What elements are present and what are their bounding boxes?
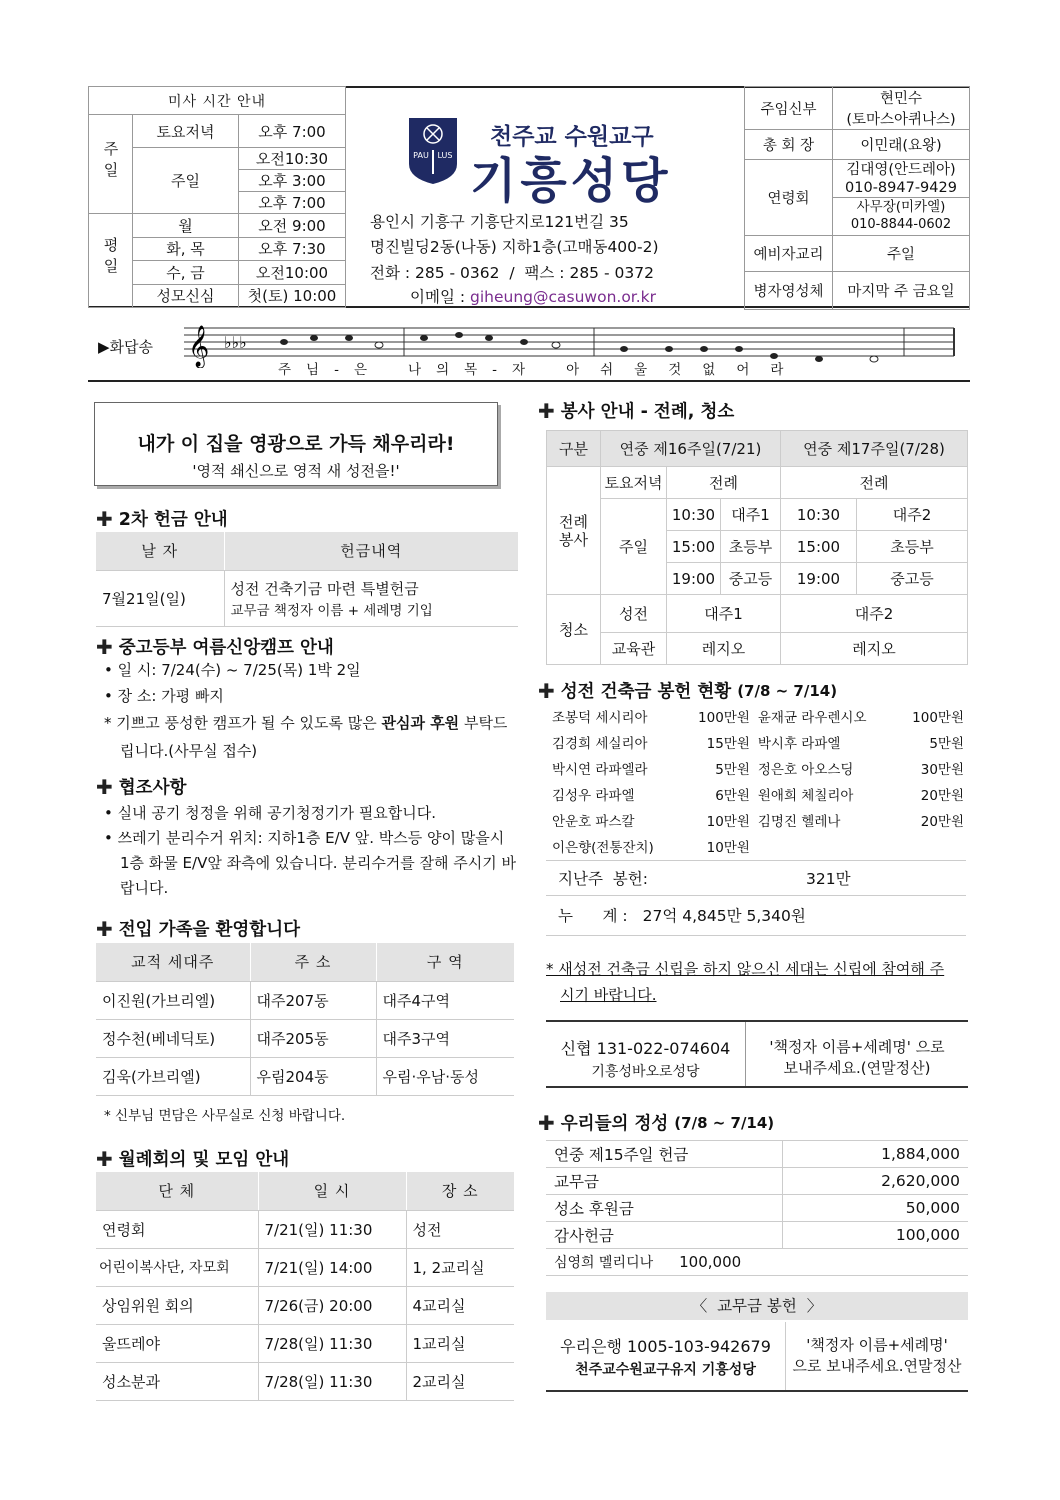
table-row xyxy=(546,1222,968,1249)
council-phone: 010-8947-9429 xyxy=(845,180,957,196)
liturgy-label xyxy=(547,467,601,595)
mass-day: 주일 xyxy=(133,148,239,214)
list-item: • 일 시: 7/24(수) ~ 7/25(목) 1박 2일 xyxy=(104,661,361,679)
staff-label: 예비자교리 xyxy=(745,236,833,272)
lyric: 님 xyxy=(306,362,321,378)
building-donations xyxy=(548,703,968,859)
lyric: 은 xyxy=(353,362,369,378)
cross-icon: ✚ xyxy=(96,916,113,941)
cell: 대주1 xyxy=(721,499,781,531)
cell: 대주3구역 xyxy=(376,1019,514,1057)
cell: 울뜨레야 xyxy=(96,1324,258,1362)
sun-label: 주일 xyxy=(601,499,667,595)
section-title: 우리들의 정성 xyxy=(560,1114,669,1134)
cell: 대주207동 xyxy=(250,981,376,1019)
column-header: 장 소 xyxy=(406,1172,514,1210)
coop-list xyxy=(104,800,518,901)
cross-icon: ✚ xyxy=(538,1110,555,1135)
cell: 교무금 xyxy=(546,1168,782,1195)
table-row xyxy=(96,1248,514,1286)
sunday-side-label: 주일 xyxy=(89,115,133,214)
cell: 10만원 xyxy=(706,840,750,856)
banner xyxy=(94,402,498,486)
cell: 30만원 xyxy=(920,762,964,778)
offering-detail xyxy=(224,570,518,626)
banner-line-1: 내가 이 집을 영광으로 가득 채우리라! xyxy=(137,433,455,455)
staff-label: 연령회 xyxy=(745,160,833,236)
table-row xyxy=(546,1249,968,1276)
detail-line: 성전 건축기금 마련 특별헌금 xyxy=(230,579,419,598)
service-table xyxy=(546,430,968,665)
logo-text-left: PAU xyxy=(413,151,429,160)
lyric: 의 xyxy=(436,362,451,378)
building-account-box xyxy=(546,1020,968,1088)
sick-value: 마지막 주 금요일 xyxy=(833,272,970,310)
section-title: 봉사 안내 - 전례, 청소 xyxy=(560,402,735,422)
cell: 박시연 라파엘라 xyxy=(552,762,648,778)
mass-time: 오전10:30 xyxy=(239,148,346,170)
cell: 15:00 xyxy=(667,531,721,563)
meetings-table xyxy=(96,1172,514,1401)
list-item: • 실내 공기 청정을 위해 공기청정기가 필요합니다. xyxy=(104,804,437,822)
mass-time: 오전 9:00 xyxy=(239,214,346,238)
cell: 이진원(가브리엘) xyxy=(96,981,250,1019)
offering2-heading xyxy=(96,506,228,531)
mass-time: 오후 3:00 xyxy=(239,170,346,192)
cell: 조봉덕 세시리아 xyxy=(552,710,648,726)
section-title: 협조사항 xyxy=(118,778,187,798)
section-title: 성전 건축금 봉헌 현황 xyxy=(560,682,732,702)
camp-list xyxy=(104,657,518,765)
cell: 15:00 xyxy=(781,531,857,563)
staff-label: 총 회 장 xyxy=(745,130,833,160)
mass-day: 토요저녁 xyxy=(133,115,239,148)
total-row xyxy=(546,896,966,936)
cell: 6만원 xyxy=(715,788,750,804)
cell: 10:30 xyxy=(667,499,721,531)
table-row xyxy=(96,1362,514,1400)
total-value: 27억 4,845만 5,340원 xyxy=(642,907,806,925)
section-period: (7/8 ~ 7/14) xyxy=(674,1113,775,1132)
pastor-cell xyxy=(833,87,970,130)
diocese-name: 천주교 수원교구 xyxy=(490,124,654,150)
cell: 7/28(일) 11:30 xyxy=(258,1362,406,1400)
svg-text:♭♭♭: ♭♭♭ xyxy=(224,333,247,352)
column-header: 헌금내역 xyxy=(224,532,518,570)
cell: 대주4구역 xyxy=(376,981,514,1019)
weekday-side-label: 평일 xyxy=(89,214,133,308)
table-row xyxy=(548,755,968,781)
lyric: 라 xyxy=(770,362,785,378)
cell: 김명진 헬레나 xyxy=(757,814,841,830)
building-notice: * 새성전 건축금 신립을 하지 않으신 세대는 신립에 참여해 주시기 바랍니다. xyxy=(546,960,945,1004)
cross-icon: ✚ xyxy=(538,678,555,703)
cell: 연령회 xyxy=(96,1210,258,1248)
cell: 어린이복사단, 자모회 xyxy=(96,1248,258,1286)
cell: 1교리실 xyxy=(406,1324,514,1362)
parish-logo xyxy=(406,116,460,186)
camp-date: 일 시: 7/24(수) ~ 7/25(목) 1박 2일 xyxy=(117,661,361,679)
newcomers-heading xyxy=(96,916,300,941)
email-line xyxy=(410,285,656,307)
cell: 100,000 xyxy=(782,1222,968,1249)
cell: 중고등 xyxy=(721,563,781,595)
staff-label: 병자영성체 xyxy=(745,272,833,310)
lyric: 나 xyxy=(408,362,423,378)
offering-date: 7월21일(일) xyxy=(96,570,224,626)
cell: 4교리실 xyxy=(406,1286,514,1324)
mass-time: 오후 7:00 xyxy=(239,192,346,214)
column-header: 연중 제17주일(7/28) xyxy=(781,431,968,467)
cell: 20만원 xyxy=(920,814,964,830)
cell: 대주2 xyxy=(857,499,968,531)
table-row xyxy=(548,781,968,807)
cell: 10:30 xyxy=(781,499,857,531)
chair-name: 이민래(요왕) xyxy=(833,130,970,160)
cell: 레지오 xyxy=(781,633,968,665)
cell: 정은호 아오스딩 xyxy=(757,762,854,778)
cross-icon: ✚ xyxy=(96,506,113,531)
cell: 5만원 xyxy=(929,736,964,752)
total-label: 누 계 : xyxy=(558,907,628,925)
council-cell xyxy=(833,160,970,236)
lyric: 아 xyxy=(566,362,581,378)
cell: 대주205동 xyxy=(250,1019,376,1057)
lyric: - xyxy=(492,362,499,378)
meetings-heading xyxy=(96,1146,289,1171)
newcomers-table xyxy=(96,943,514,1096)
thanks-name: 심영희 멜리디나 xyxy=(554,1255,654,1271)
dues-holder: 천주교수원교구유지 기흥성당 xyxy=(575,1362,756,1378)
table-row xyxy=(96,1019,514,1057)
last-week-label: 지난주 봉헌: xyxy=(558,870,648,888)
lyric: 주 xyxy=(278,362,293,378)
cell: 안운호 파스칼 xyxy=(552,814,635,830)
mass-day: 성모신심 xyxy=(133,284,239,308)
cross-icon: ✚ xyxy=(96,634,113,659)
cell: 원애희 체칠리아 xyxy=(757,788,854,804)
sat-label: 토요저녁 xyxy=(601,467,667,499)
dues-account-box xyxy=(546,1322,968,1392)
column-header: 일 시 xyxy=(258,1172,406,1210)
parish-identity xyxy=(348,88,738,308)
column-header: 교적 세대주 xyxy=(96,943,250,981)
table-row xyxy=(96,1057,514,1095)
cell: 초등부 xyxy=(721,531,781,563)
bank-holder: 기흥성바오로성당 xyxy=(591,1064,700,1080)
section-title: 2차 헌금 안내 xyxy=(118,510,228,530)
mass-title: 미사 시간 안내 xyxy=(89,87,346,115)
cell: 김욱(가브리엘) xyxy=(96,1057,250,1095)
cell: 윤재균 라우렌시오 xyxy=(757,710,867,726)
table-row xyxy=(96,1286,514,1324)
cell: 2교리실 xyxy=(406,1362,514,1400)
staff-table xyxy=(744,86,970,310)
council-name: 김대영(안드레아) xyxy=(846,162,956,178)
table-row xyxy=(548,729,968,755)
list-item: • 쓰레기 분리수거 위치: 지하1층 E/V 앞. 박스등 양이 많을시 1층 화물 E/V앞 좌측에 있습니다. 분리수거를 잘해 주시기 바랍니다. xyxy=(104,829,517,897)
cell: 대주1 xyxy=(667,595,781,633)
email-label: 이메일 : xyxy=(410,288,470,306)
cell: 상임위원 회의 xyxy=(96,1286,258,1324)
address-line-1: 용인시 기흥구 기흥단지로121번길 35 xyxy=(370,213,629,231)
council-sub-phone: 010-8844-0602 xyxy=(850,217,952,232)
cell: 10만원 xyxy=(706,814,750,830)
address-line-2: 명진빌딩2동(나동) 지하1층(고매동400-2) xyxy=(370,238,659,256)
cell: 이은향(전통잔치) xyxy=(552,840,654,856)
account-left xyxy=(546,1022,746,1086)
bank-account: 신협 131-022-074604 xyxy=(560,1039,731,1058)
cell: 김경희 세실리아 xyxy=(552,736,648,752)
bank-note: '책정자 이름+세례명' 으로 xyxy=(769,1038,945,1056)
detail-line: 교무금 책정자 이름 + 세례명 기입 xyxy=(230,602,433,619)
psalm-lyrics xyxy=(278,358,784,378)
cell: 7/28(일) 11:30 xyxy=(258,1324,406,1362)
offerings-heading xyxy=(538,1110,774,1135)
cell: 1, 2교리실 xyxy=(406,1248,514,1286)
cell: 7/26(금) 20:00 xyxy=(258,1286,406,1324)
cell: 중고등 xyxy=(857,563,968,595)
cell: 감사헌금 xyxy=(546,1222,782,1249)
table-row xyxy=(548,807,968,833)
cell: 1,884,000 xyxy=(782,1141,968,1168)
section-period: (7/8 ~ 7/14) xyxy=(737,681,838,700)
coop-text: 쓰레기 분리수거 위치: 지하1층 E/V 앞. 박스등 양이 많을시 1층 화물 E/V앞 좌측에 있습니다. 분리수거를 잘해 주시기 바랍니다. xyxy=(117,829,517,897)
dues-note: '책정자 이름+세례명' xyxy=(806,1336,948,1354)
cell: 19:00 xyxy=(781,563,857,595)
cell: 성전 xyxy=(406,1210,514,1248)
table-row xyxy=(548,833,968,859)
sat-liturgy-2: 전례 xyxy=(781,467,968,499)
phone-fax: 전화 : 285 - 0362 / 팩스 : 285 - 0372 xyxy=(370,264,654,282)
table-row xyxy=(546,1141,968,1168)
cross-icon: ✚ xyxy=(96,774,113,799)
table-row xyxy=(548,703,968,729)
banner-line-2: '영적 쇄신으로 영적 새 성전을!' xyxy=(192,462,400,480)
cell: 성소분과 xyxy=(96,1362,258,1400)
cell: 성소 후원금 xyxy=(546,1195,782,1222)
mass-time: 첫(토) 10:00 xyxy=(239,284,346,308)
cell: 19:00 xyxy=(667,563,721,595)
cell: 15만원 xyxy=(706,736,750,752)
coop-heading xyxy=(96,774,186,799)
dues-note: 으로 보내주세요.연말정산 xyxy=(792,1357,962,1375)
camp-place: 장 소: 가평 빠지 xyxy=(117,687,224,705)
service-heading xyxy=(538,398,734,423)
offerings-table xyxy=(546,1140,968,1276)
sat-liturgy-1: 전례 xyxy=(667,467,781,499)
section-title: 전입 가족을 환영합니다 xyxy=(118,920,300,940)
cell: 우림204동 xyxy=(250,1057,376,1095)
camp-request-bold: 관심과 후원 xyxy=(381,714,460,732)
cell: 대주2 xyxy=(781,595,968,633)
newcomers-note: * 신부님 면담은 사무실로 신청 바랍니다. xyxy=(104,1108,346,1124)
column-header: 연중 제16주일(7/21) xyxy=(601,431,781,467)
last-week-row xyxy=(546,860,966,896)
pastor-name: 현민수 xyxy=(879,91,923,107)
account-right xyxy=(746,1022,968,1086)
church-label: 성전 xyxy=(601,595,667,633)
cell: 연중 제15주일 헌금 xyxy=(546,1141,782,1168)
mass-time: 오후 7:00 xyxy=(239,115,346,148)
mass-day: 화, 목 xyxy=(133,237,239,261)
bank-note: 보내주세요.(연말정산) xyxy=(783,1059,931,1077)
thanks-value: 100,000 xyxy=(679,1253,742,1271)
offering2-table xyxy=(96,532,518,627)
mass-day: 월 xyxy=(133,214,239,238)
cell: 5만원 xyxy=(715,762,750,778)
lyric: 것 xyxy=(668,362,683,378)
lyric: 목 xyxy=(464,362,479,378)
table-row xyxy=(546,1168,968,1195)
last-week-value: 321만 xyxy=(806,870,851,888)
table-row xyxy=(96,1324,514,1362)
cell: 2,620,000 xyxy=(782,1168,968,1195)
column-header: 구 역 xyxy=(376,943,514,981)
psalm-score xyxy=(88,310,970,382)
cross-icon: ✚ xyxy=(538,398,555,423)
dues-account: 우리은행 1005-103-942679 xyxy=(560,1337,771,1356)
lyric: 없 xyxy=(702,362,717,378)
pastor-saint: (토마스아퀴나스) xyxy=(846,112,956,128)
camp-heading xyxy=(96,634,334,659)
parish-name: 기흥성당 xyxy=(470,153,672,209)
dues-right xyxy=(786,1322,968,1390)
psalm-label: ▶화답송 xyxy=(98,338,154,356)
svg-text:𝄞: 𝄞 xyxy=(188,326,210,367)
column-header: 구분 xyxy=(547,431,601,467)
cell: 20만원 xyxy=(920,788,964,804)
dues-title-bar: 〈 교무금 봉헌 〉 xyxy=(546,1292,968,1320)
thanks-row xyxy=(546,1249,968,1276)
cell: 박시후 라파엘 xyxy=(757,736,841,752)
lyric: 쉬 xyxy=(600,362,615,378)
mass-day: 수, 금 xyxy=(133,261,239,285)
cell: 레지오 xyxy=(667,633,781,665)
mass-time: 오후 7:30 xyxy=(239,237,346,261)
table-row xyxy=(96,1210,514,1248)
cell: 100만원 xyxy=(698,710,750,726)
council-sub: 사무장(미카엘) xyxy=(833,197,969,216)
catechumen-value: 주일 xyxy=(833,236,970,272)
camp-request-end: 부탁드립니다.(사무실 접수) xyxy=(120,714,508,760)
column-header: 날 자 xyxy=(96,532,224,570)
column-header: 단 체 xyxy=(96,1172,258,1210)
column-header: 주 소 xyxy=(250,943,376,981)
cell: 7/21(일) 14:00 xyxy=(258,1248,406,1286)
mass-schedule xyxy=(88,86,346,308)
staff-label: 주임신부 xyxy=(745,87,833,130)
email-address[interactable]: giheung@casuwon.or.kr xyxy=(470,288,657,306)
lyric: 자 xyxy=(512,362,527,378)
cell: 정수천(베네딕토) xyxy=(96,1019,250,1057)
coop-text: 실내 공기 청정을 위해 공기청정기가 필요합니다. xyxy=(117,804,437,822)
cell: 김성우 라파엘 xyxy=(552,788,635,804)
cell: 우림·우남·동성 xyxy=(376,1057,514,1095)
lyric: 어 xyxy=(736,362,751,378)
list-item: * 기쁘고 풍성한 캠프가 될 수 있도록 많은 관심과 후원 부탁드립니다.(사무실 접수) xyxy=(104,714,508,760)
cell: 7/21(일) 11:30 xyxy=(258,1210,406,1248)
section-title: 월례회의 및 모임 안내 xyxy=(118,1150,290,1170)
section-title: 중고등부 여름신앙캠프 안내 xyxy=(118,638,334,658)
cell: 초등부 xyxy=(857,531,968,563)
dues-left xyxy=(546,1322,786,1390)
camp-request: 기쁘고 풍성한 캠프가 될 수 있도록 많은 xyxy=(116,714,382,732)
cell: 50,000 xyxy=(782,1195,968,1222)
cell: 100만원 xyxy=(912,710,964,726)
list-item: • 장 소: 가평 빠지 xyxy=(104,687,224,705)
building-heading xyxy=(538,678,837,703)
lyric: 울 xyxy=(634,362,649,378)
table-row xyxy=(546,1195,968,1222)
table-row xyxy=(96,981,514,1019)
cross-icon: ✚ xyxy=(96,1146,113,1171)
mass-time: 오전10:00 xyxy=(239,261,346,285)
logo-text-right: LUS xyxy=(437,151,453,160)
clean-label: 청소 xyxy=(547,595,601,665)
lyric: - xyxy=(334,362,340,378)
edu-label: 교육관 xyxy=(601,633,667,665)
liturgy-label-text: 전례봉사 xyxy=(559,512,588,549)
